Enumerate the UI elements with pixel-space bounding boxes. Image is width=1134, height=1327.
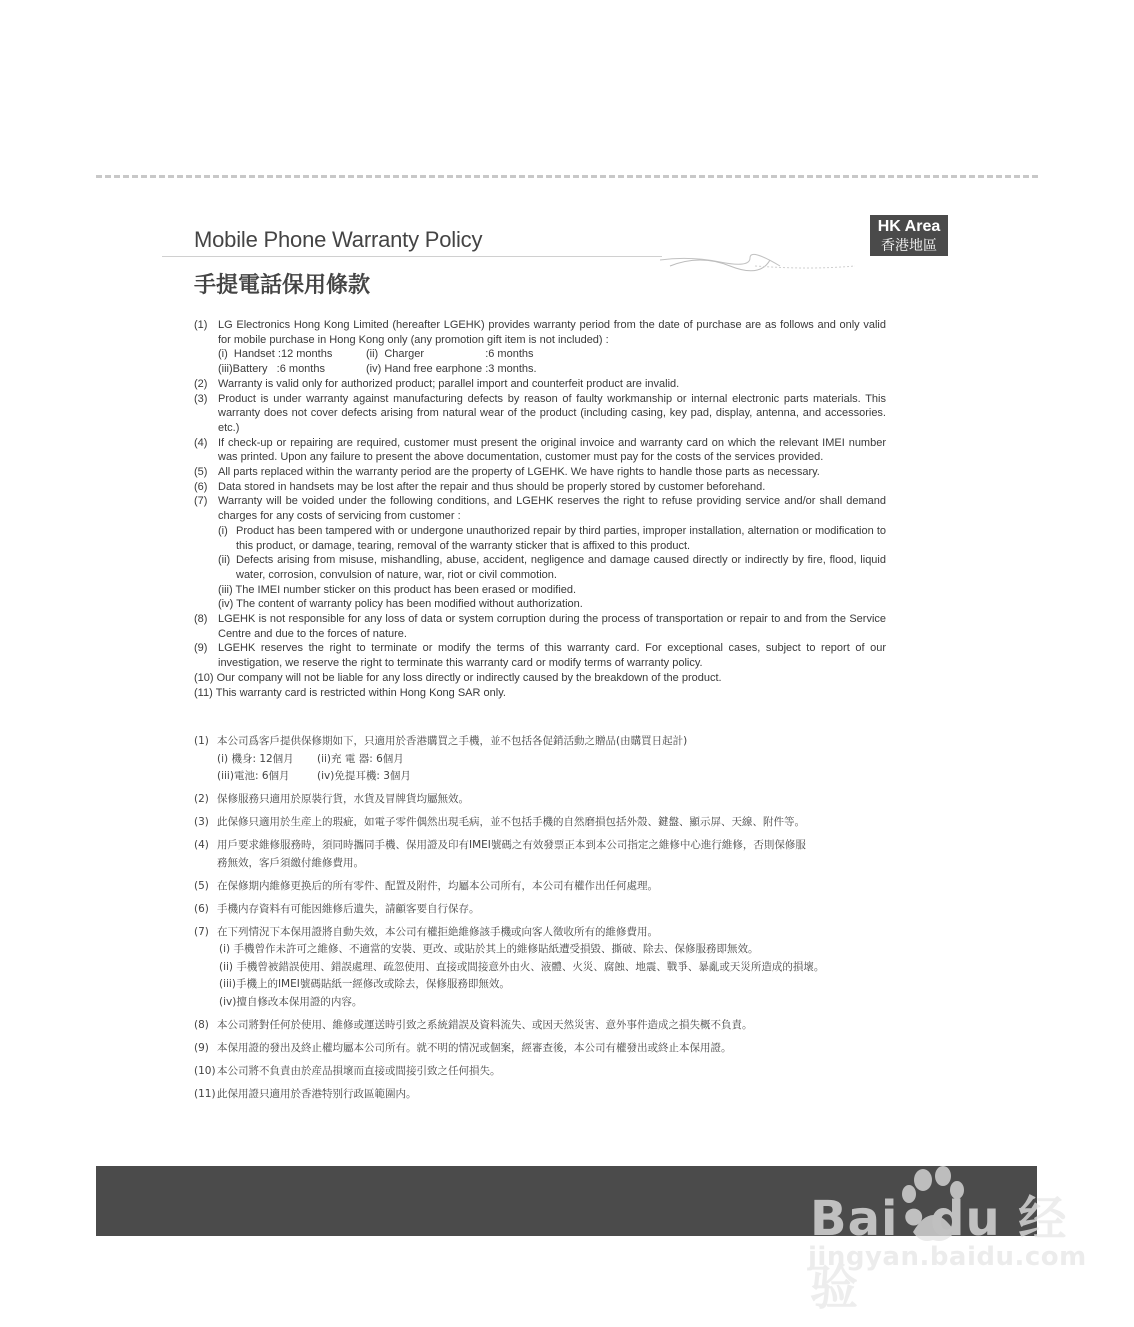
term-text: 本保用證的發出及終止權均屬本公司所有。就不明的情况或個案，經審查後，本公司有權發出或終止本保用證。: [217, 1041, 732, 1054]
term-text: This warranty card is restricted within Hong Kong SAR only.: [215, 686, 506, 699]
watermark-brand: Bai•du 经验: [810, 1191, 1068, 1316]
term-number: (4): [194, 436, 208, 449]
term-item: [194, 901, 894, 919]
term-text: If check-up or repairing are required, customer must present the original invoice and warranty card on which the relevant IMEI number was printed. Upon any failure to present the above documentation, customer must pay for the costs of the services provided.: [218, 436, 886, 464]
baidu-jingyan-watermark: [805, 1160, 1087, 1316]
period-handset: (i) 機身: 12個月: [217, 752, 294, 765]
term-number: (3): [194, 816, 209, 828]
term-number: (8): [194, 1018, 209, 1031]
term-text: 本公司爲客戶提供保修期如下，只適用於香港購買之手機，並不包括各促銷活動之贈品(由購買日起計): [217, 735, 688, 747]
sub-number: (i): [218, 524, 228, 537]
decorative-swirl-icon: [660, 252, 860, 274]
term-text: 在下列情況下本保用證將自動失效，本公司有權拒絶維修該手機或向客人徵收所有的維修費用。: [217, 925, 658, 938]
term-number: (3): [194, 392, 208, 405]
term-text: LGEHK is not responsible for any loss of data or system corruption during the process of transportation or repair to and from the Service Centre and due to the forces of nature.: [218, 613, 886, 640]
term-text: Product is under warranty against manufacturing defects by reason of faulty workmanship or internal electronic parts materials. This warranty does not cover defects arising from natural wear of the product (including casing, key pad, display, antenna, and accessories. etc.): [218, 392, 886, 434]
term-number: (1): [194, 735, 209, 747]
term-item: [194, 837, 894, 872]
term-item: [194, 641, 886, 670]
term-item: [194, 612, 886, 641]
term-number: (9): [194, 1041, 209, 1054]
dashed-divider: [96, 175, 1038, 178]
sub-item: (iv)擅自修改本保用證的内容。: [219, 995, 363, 1008]
area-badge-chinese: 香港地區: [881, 238, 937, 254]
term-text: 此保修只適用於生産上的瑕疵，如電子零件偶然出現毛病，並不包括手機的自然磨損包括外殼、鍵盤、顯示屏、天線、附件等。: [217, 816, 805, 828]
term-item: [194, 1063, 894, 1081]
term-item: [194, 1017, 894, 1035]
term-number: (7): [194, 495, 208, 508]
term-number: (1): [194, 319, 208, 331]
sub-item: (iii) The IMEI number sticker on this product has been erased or modified.: [218, 583, 577, 596]
term-number: (6): [194, 480, 208, 493]
term-text: LG Electronics Hong Kong Limited (hereafter LGEHK) provides warranty period from the date of purchase are as follows and only valid for mobile purchase in Hong Kong only (any promotion gift item is not included) :: [218, 319, 886, 346]
term-number: (7): [194, 925, 209, 938]
chinese-terms-list: [194, 733, 894, 1109]
term-item: [194, 1086, 894, 1104]
area-badge-english: HK Area: [877, 218, 941, 235]
sub-text: Defects arising from misuse, mishandling, abuse, accident, negligence and damage caused directly or indirectly by fire, flood, liquid water, corrosion, convulsion of nature, war, riot or civil commotion.: [236, 554, 886, 581]
term-number: (11): [194, 1087, 216, 1100]
term-text: 務無效，客戶須繳付維修費用。: [217, 856, 364, 869]
term-text: Our company will not be liable for any loss directly or indirectly caused by the breakdown of the product.: [216, 671, 722, 684]
term-item: [194, 733, 894, 786]
sub-item: (ii) 手機曾被錯誤使用、錯誤處理、疏忽使用、直接或間接意外由火、液體、火災、腐蝕、地震、戰爭、暴亂或天災所造成的損壞。: [219, 960, 825, 973]
term-text: LGEHK reserves the right to terminate or modify the terms of this warranty card. For exceptional cases, subject to report of our investigation, we reserve the right to terminate this warranty card or modify terms of warranty policy.: [218, 642, 886, 670]
term-number: (5): [194, 466, 208, 479]
sub-item: (i) 手機曾作未許可之維修、不適當的安裝、更改、或貼於其上的維修貼紙遭受損毀、撕破、除去、保修服務即無效。: [219, 943, 759, 955]
term-number: (6): [194, 902, 209, 915]
sub-item: [218, 524, 886, 553]
term-item: [194, 878, 894, 896]
period-handset: (i) Handset :12 months: [218, 348, 333, 361]
term-text: Data stored in handsets may be lost after the repair and thus should be properly stored by customer beforehand.: [218, 480, 766, 493]
term-item: [194, 436, 886, 465]
period-battery: (iii)電池: 6個月: [217, 770, 290, 782]
term-number: (5): [194, 879, 209, 892]
term-number: (11): [194, 686, 213, 699]
english-terms-list: [194, 318, 886, 700]
term-item: [194, 814, 894, 832]
term-text: 本公司將對任何於使用、維修或運送時引致之系統錯誤及資料流失、或因天然災害、意外事件造成之損失概不負責。: [217, 1018, 753, 1031]
term-text: All parts replaced within the warranty period are the property of LGEHK. We have rights to handle those parts as necessary.: [218, 466, 820, 479]
term-text: 手機内存資料有可能因維修后遺失，請顧客要自行保存。: [217, 902, 480, 915]
period-charger: (ii) Charger :6 months: [366, 348, 534, 361]
term-text: Warranty is valid only for authorized product; parallel import and counterfeit product are invalid.: [218, 377, 680, 390]
page-title-chinese: 手提電話保用條款: [194, 273, 371, 298]
term-number: (8): [194, 613, 208, 626]
term-number: (2): [194, 793, 209, 805]
term-text: 用戶要求維修服務時，須同時攜同手機、保用證及印有IMEI號碼之有效發票正本到本公司指定之維修中心進行維修，否則保修服: [217, 839, 806, 851]
term-item: [194, 377, 886, 392]
area-badge: [870, 215, 948, 256]
term-number: (2): [194, 377, 208, 390]
period-charger: (ii)充 電 器: 6個月: [317, 752, 404, 765]
term-item: [194, 494, 886, 612]
watermark-url: jingyan.baidu.com: [808, 1242, 1087, 1272]
sub-item: [218, 553, 886, 582]
term-item: [194, 480, 886, 495]
title-underline: [162, 256, 662, 257]
term-item: [194, 465, 886, 480]
term-number: (4): [194, 839, 209, 851]
period-earphone: (iv) Hand free earphone :3 months.: [366, 363, 537, 376]
term-item: [194, 318, 886, 377]
period-battery: (iii)Battery :6 months: [218, 363, 325, 376]
term-text: 本公司將不負責由於産品損壞而直接或間接引致之任何損失。: [217, 1064, 501, 1077]
term-number: (10): [194, 671, 214, 684]
term-item: [194, 392, 886, 436]
sub-item: (iii)手機上的IMEI號碼貼紙一經修改或除去，保修服務即無效。: [219, 978, 510, 990]
term-item: [194, 1040, 894, 1058]
sub-item: (iv) The content of warranty policy has been modified without authorization.: [218, 598, 583, 611]
sub-number: (ii): [218, 554, 231, 567]
term-item: [194, 791, 894, 809]
term-text: 此保用證只適用於香港特别行政區範圍内。: [217, 1087, 417, 1100]
term-text: 在保修期内維修更换后的所有零件、配置及附件，均屬本公司所有，本公司有權作出任何處理。: [217, 879, 658, 892]
term-number: (10): [194, 1064, 216, 1077]
page-title-english: Mobile Phone Warranty Policy: [194, 227, 483, 252]
term-item: [194, 686, 886, 701]
sub-text: Product has been tampered with or undergone unauthorized repair by third parties, improper installation, alternation or modification to this product, or damage, tearing, removal of the warranty sticker that is affixed to this product.: [236, 524, 886, 552]
term-item: [194, 671, 886, 686]
term-item: [194, 924, 894, 1012]
term-text: Warranty will be voided under the following conditions, and LGEHK reserves the right to refuse providing service and/or shall demand charges for any costs of servicing from customer :: [218, 495, 886, 523]
term-number: (9): [194, 642, 208, 655]
term-text: 保修服務只適用於原裝行貨，水貨及冒牌貨均屬無效。: [217, 793, 469, 805]
period-earphone: (iv)免提耳機: 3個月: [317, 770, 411, 782]
